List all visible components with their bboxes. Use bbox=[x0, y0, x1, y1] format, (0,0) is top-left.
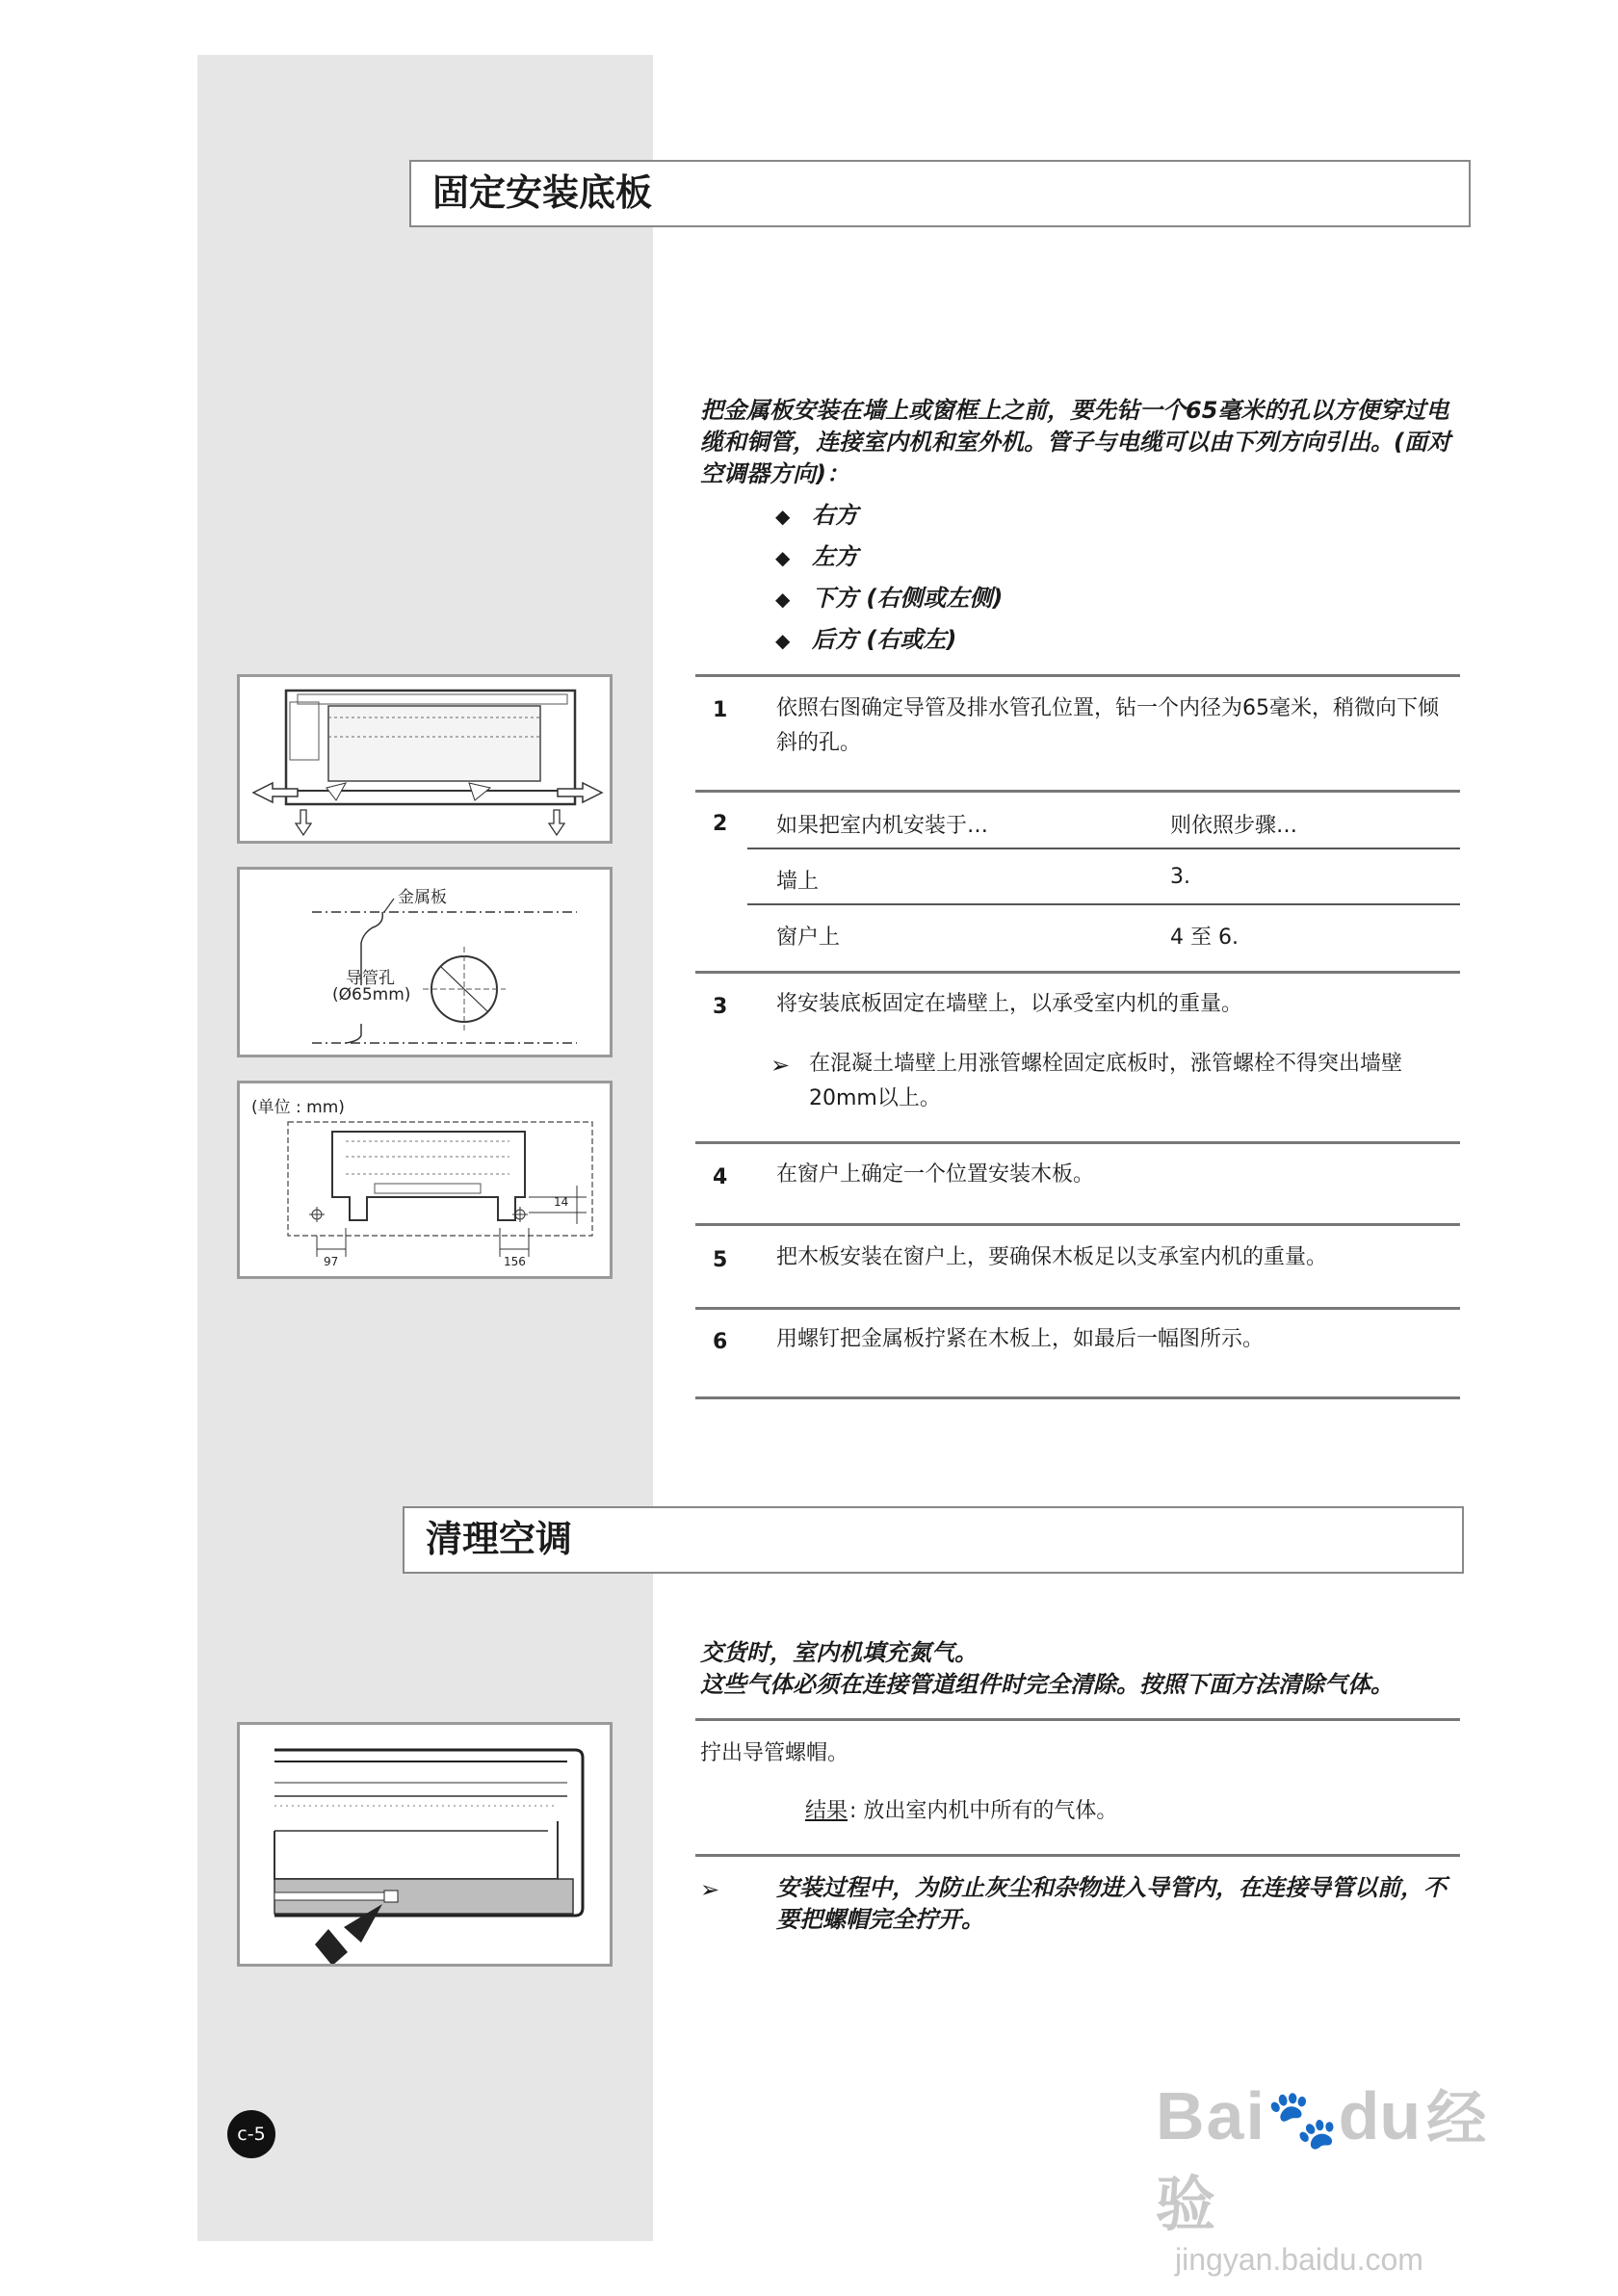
dimension-156-label: 156 bbox=[504, 1255, 526, 1268]
step-text: 依照右图确定导管及排水管孔位置，钻一个内径为65毫米，稍微向下倾斜的孔。 bbox=[776, 696, 1439, 755]
step-number: 1 bbox=[713, 698, 728, 722]
page-number-badge: c-5 bbox=[227, 2110, 275, 2158]
step-text: 把木板安装在窗户上，要确保木板足以支承室内机的重量。 bbox=[776, 1245, 1328, 1269]
install-intro: 把金属板安装在墙上或窗框上之前，要先钻一个65毫米的孔以方便穿过电缆和铜管，连接室内机和室外机。管子与电缆可以由下列方向引出。(面对空调器方向)： bbox=[700, 397, 1450, 487]
jingyan-logo-text: 经验 bbox=[1156, 2086, 1487, 2238]
step-text: 拧出导管螺帽。 bbox=[700, 1741, 849, 1765]
result-label: 结果 bbox=[805, 1799, 848, 1823]
note-text: 在混凝土墙壁上用涨管螺栓固定底板时，涨管螺栓不得突出墙壁20mm以上。 bbox=[809, 1052, 1403, 1110]
diamond-bullet-icon: ◆ bbox=[775, 546, 791, 569]
step-text: 用螺钉把金属板拧紧在木板上，如最后一幅图所示。 bbox=[776, 1327, 1265, 1351]
table-divider bbox=[747, 848, 1460, 849]
metal-plate-label: 金属板 bbox=[398, 888, 447, 907]
baidu-jingyan-watermark bbox=[1156, 2071, 1541, 2277]
list-item: ◆ 下方 (右侧或左侧) bbox=[775, 578, 1003, 619]
section-title-install-plate: 固定安装底板 bbox=[409, 160, 1471, 227]
indoor-unit-pipe-direction-figure bbox=[237, 674, 613, 844]
step-text: 在窗户上确定一个位置安装木板。 bbox=[776, 1162, 1095, 1187]
purge-intro-line1: 交货时，室内机填充氮气。 bbox=[700, 1639, 978, 1666]
divider bbox=[695, 1141, 1460, 1144]
indoor-unit-nut-diagram bbox=[240, 1725, 613, 1967]
dimension-97-label: 97 bbox=[324, 1255, 339, 1268]
diamond-bullet-icon: ◆ bbox=[775, 629, 791, 652]
unit-label: (单位 : mm) bbox=[251, 1098, 345, 1117]
dimension-14-label: 14 bbox=[554, 1195, 569, 1209]
divider bbox=[695, 971, 1460, 974]
table-cell: 4 至 6. bbox=[1170, 926, 1239, 950]
divider bbox=[695, 790, 1460, 793]
table-cell: 墙上 bbox=[776, 870, 820, 894]
list-item: ◆ 左方 bbox=[775, 536, 1003, 578]
table-header-steps: 则依照步骤… bbox=[1170, 814, 1298, 838]
purge-indoor-unit-figure bbox=[237, 1722, 613, 1967]
table-header-location: 如果把室内机安装于… bbox=[776, 814, 989, 838]
purge-note: 安装过程中，为防止灰尘和杂物进入导管内，在连接导管以前，不要把螺帽完全拧开。 bbox=[776, 1874, 1447, 1933]
step-number: 4 bbox=[713, 1165, 728, 1189]
purge-intro-line2: 这些气体必须在连接管道组件时完全清除。按照下面方法清除气体。 bbox=[700, 1671, 1394, 1698]
step-number: 2 bbox=[713, 812, 728, 836]
mounting-plate-dimension-figure bbox=[237, 1081, 613, 1279]
note-arrow-icon: ➢ bbox=[770, 1052, 791, 1079]
direction-list bbox=[775, 495, 1003, 661]
watermark-url: jingyan.baidu.com bbox=[1175, 2242, 1423, 2277]
table-cell: 窗户上 bbox=[776, 926, 841, 950]
paw-icon: 🐾 bbox=[1266, 2087, 1339, 2152]
baidu-logo-text-du: du bbox=[1338, 2078, 1422, 2153]
divider bbox=[695, 674, 1460, 677]
diamond-bullet-icon: ◆ bbox=[775, 505, 791, 528]
divider bbox=[695, 1854, 1460, 1857]
divider bbox=[695, 1396, 1460, 1399]
indoor-unit-diagram bbox=[240, 677, 613, 844]
table-cell: 3. bbox=[1170, 865, 1190, 889]
pipe-hole-figure bbox=[237, 867, 613, 1057]
note-arrow-icon: ➢ bbox=[700, 1876, 720, 1903]
step-number: 5 bbox=[713, 1248, 728, 1272]
pipe-hole-label: 导管孔 bbox=[346, 969, 395, 988]
diamond-bullet-icon: ◆ bbox=[775, 587, 791, 611]
divider bbox=[695, 1718, 1460, 1721]
section-title-purge-air: 清理空调 bbox=[403, 1506, 1464, 1574]
pipe-hole-diameter-label: (Ø65mm) bbox=[332, 985, 411, 1004]
baidu-logo-text: Bai bbox=[1156, 2078, 1266, 2153]
list-item: ◆ 右方 bbox=[775, 495, 1003, 536]
step-number: 6 bbox=[713, 1330, 728, 1354]
step-number: 3 bbox=[713, 995, 728, 1019]
step-text: 将安装底板固定在墙壁上，以承受室内机的重量。 bbox=[776, 992, 1243, 1016]
list-item: ◆ 后方 (右或左) bbox=[775, 619, 1003, 661]
result-text: : 放出室内机中所有的气体。 bbox=[849, 1799, 1118, 1823]
table-divider bbox=[747, 903, 1460, 905]
divider bbox=[695, 1223, 1460, 1226]
divider bbox=[695, 1307, 1460, 1310]
